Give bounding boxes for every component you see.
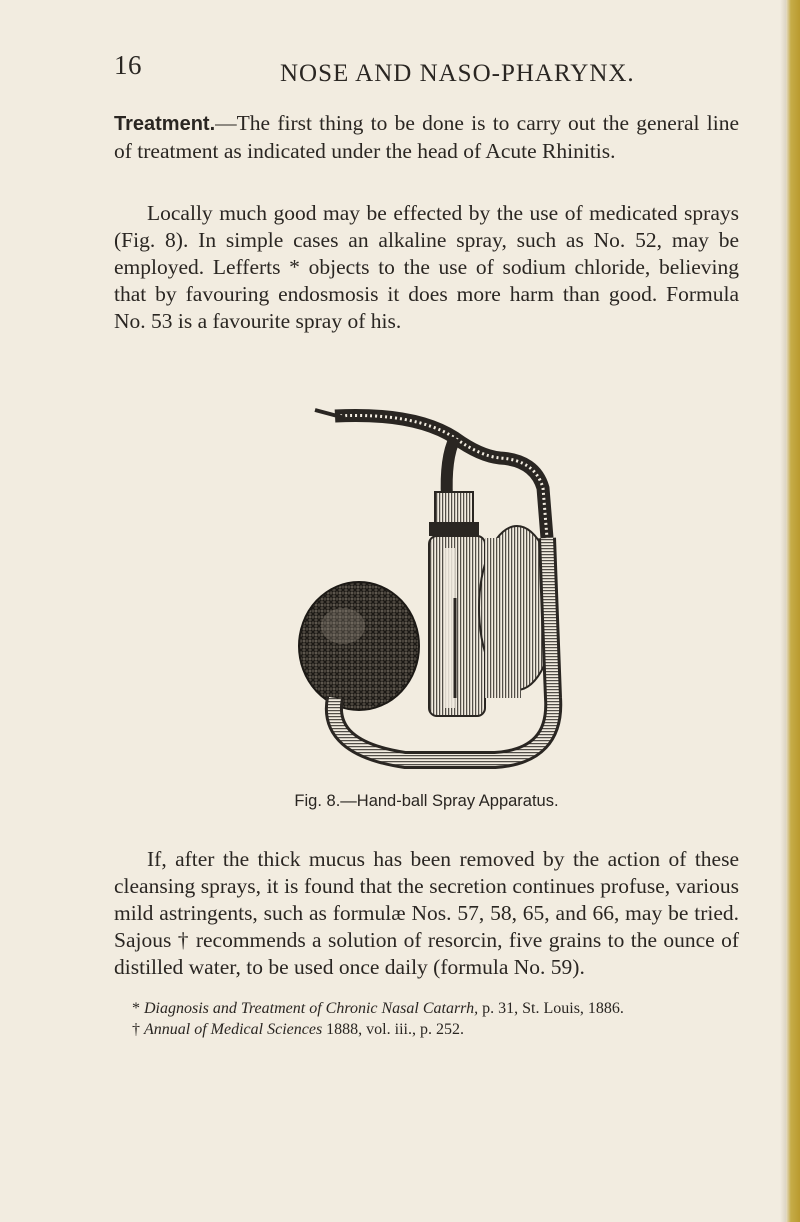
paragraph-treatment — [114, 110, 739, 165]
paragraph-sprays: Locally much good may be effected by the use of medicated sprays (Fig. 8). In simple cases an alkaline spray, such as No. 52, may be employed. Lefferts * objects to the use of sodium chloride, believing that by favouring endosmosis it does more harm than good. Formula No. 53 is a favourite spray of his. — [114, 201, 739, 333]
paragraph-astringents: If, after the thick mucus has been removed by the action of these cleansing sprays, it is found that the secretion continues profuse, various mild astringents, such as formulæ Nos. 57, 58, 65, and 66, may be tried. Sajous † recommends a solution of resorcin, five grains to the ounce of distilled water, to be used once daily (formula No. 59). — [114, 847, 739, 979]
footnote-1 — [114, 998, 739, 1019]
footnote-1-title: Diagnosis and Treatment of Chronic Nasal Catarrh, — [144, 1000, 479, 1017]
treatment-lead: Treatment. — [114, 113, 216, 135]
spray-apparatus-figure — [295, 398, 575, 774]
running-head-title: NOSE AND NASO-PHARYNX. — [280, 60, 635, 87]
treatment-text: —The first thing to be done is to carry out the general line of treatment as indicated under the head of Acute Rhinitis. — [114, 111, 739, 163]
bottle-body — [429, 536, 485, 716]
footnotes — [114, 998, 739, 1040]
footnote-2-title: Annual of Medical Sciences — [144, 1021, 323, 1038]
spray-nozzle — [315, 410, 547, 538]
footnote-2-mark: † — [132, 1021, 140, 1038]
bottle-cap — [429, 492, 479, 536]
footnote-2-rest: 1888, vol. iii., p. 252. — [326, 1021, 464, 1038]
hand-ball — [299, 582, 419, 710]
footnote-1-mark: * — [132, 1000, 140, 1017]
footnote-2 — [114, 1019, 739, 1040]
page-number: 16 — [114, 50, 142, 80]
footnote-1-rest: p. 31, St. Louis, 1886. — [482, 1000, 624, 1017]
running-head — [114, 50, 754, 92]
page-gilt-edge — [786, 0, 800, 1222]
figure-caption: Fig. 8.—Hand-ball Spray Apparatus. — [294, 792, 559, 810]
